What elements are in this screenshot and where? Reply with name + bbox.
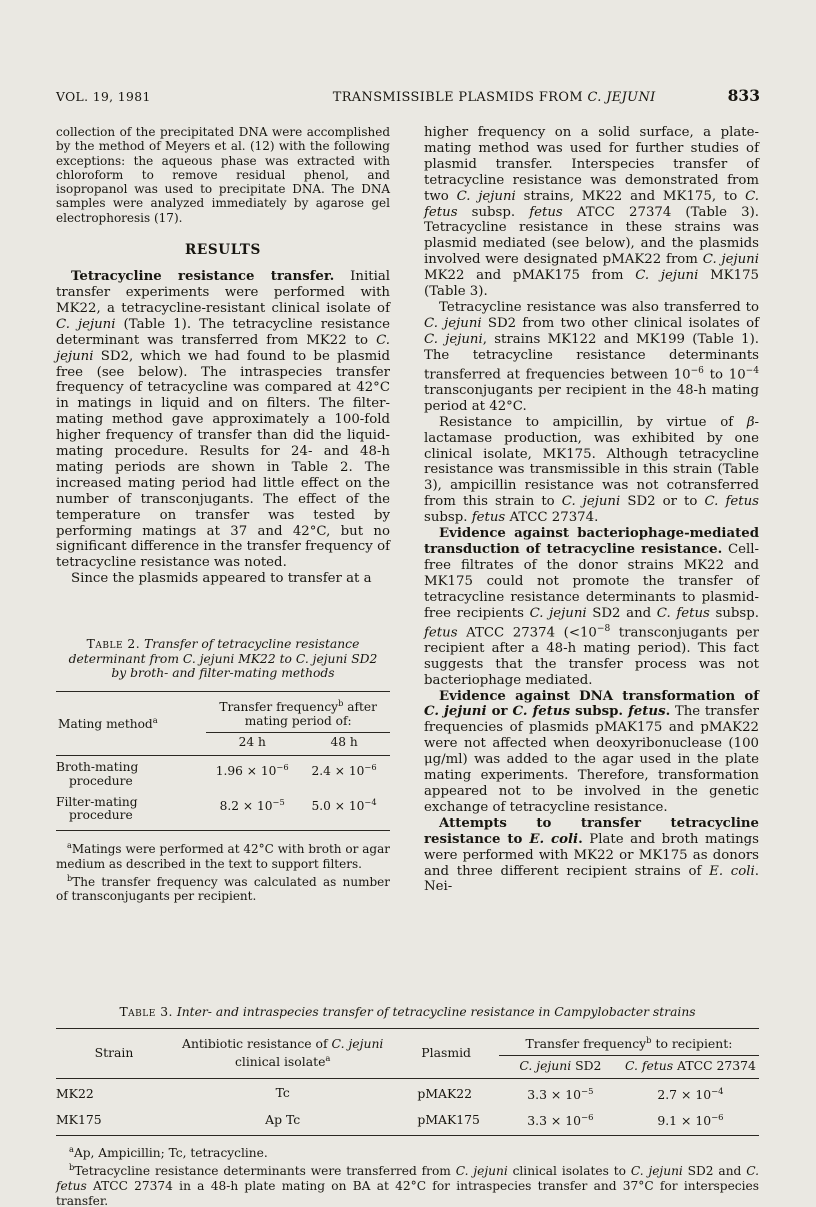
table3-header-row-1 <box>56 1028 759 1055</box>
ampicillin-paragraph: Resistance to ampicillin, by virtue of β-lactamase production, was exhibited by one clinical isolate, MK175. Although tetracycline resistance was transmissible in this strain (Table 3), ampicillin resistance was not cotransferred from this strain to C. jejuni SD2 or to C. fetus subsp. fetus ATCC 27374. <box>424 414 759 526</box>
table3-header-strain: Strain <box>56 1028 172 1079</box>
volume-issue: VOL. 19, 1981 <box>56 90 151 104</box>
two-column-body <box>0 105 816 979</box>
methods-continuation-paragraph: collection of the precipitated DNA were accomplished by the method of Meyers et al. (12) with the following exceptions: the aqueous phase was extracted with chloroform to remove residual phenol, and isopropanol was used to precipitate DNA. The DNA samples were analyzed immediately by agarose gel electrophoresis (17). <box>56 125 390 225</box>
table3-cell-freq-fetus: $2.7 \times 10^{-4}$ <box>657 1086 724 1103</box>
table3-cell-strain: MK175 <box>56 1105 172 1135</box>
table3-header-recipient-fetus: C. fetus ATCC 27374 <box>622 1055 759 1078</box>
table3-caption <box>56 1005 759 1020</box>
dnase-evidence-paragraph: Evidence against DNA transformation of C. jejuni or C. fetus subsp. fetus. The transfer frequencies of plasmids pMAK175 and pMAK22 were not affected when deoxyribonuclease (100 μg/ml) was added to the agar used in the plate mating experiments. Therefore, transformation appeared not to be involved in the genetic exchange of tetracycline resistance. <box>424 688 759 815</box>
table3-row-mk22 <box>56 1079 759 1106</box>
table2-header-24h: 24 h <box>206 732 298 755</box>
table2-cell-24h: $8.2 \times 10^{-5}$ <box>206 791 298 831</box>
table2-cell-48h: $5.0 \times 10^{-4}$ <box>298 791 390 831</box>
table3-cell-antibiotic: Ap Tc <box>172 1105 393 1135</box>
table2-footnotes <box>56 838 390 903</box>
since-plasmids-paragraph: Since the plasmids appeared to transfer at a <box>71 571 372 587</box>
page-number: 833 <box>727 86 760 105</box>
page-header <box>0 0 816 105</box>
ecoli-attempts-paragraph: Attempts to transfer tetracycline resistance to E. coli. Plate and broth matings were performed with MK22 or MK175 as donors and three different recipient strains of E. coli. Nei- <box>424 815 760 895</box>
table2-footnote-a: $^a$Matings were performed at 42°C with broth or agar medium as described in the text to support filters. <box>56 840 390 871</box>
table2-cell-24h: $1.96 \times 10^{-6}$ <box>215 761 289 778</box>
table3-header-antibiotic: Antibiotic resistance of C. jejuni clinical isolate$^a$ <box>172 1028 393 1079</box>
table2-label: Table 2. <box>86 637 141 652</box>
table2-block <box>56 637 390 903</box>
table2-cell-method: Filter-mating procedure <box>56 791 206 831</box>
table3-header-plasmid: Plasmid <box>393 1028 498 1079</box>
table3-row-mk175 <box>56 1105 759 1135</box>
table3 <box>56 1028 759 1136</box>
table3-caption-text: Inter- and intraspecies transfer of tetracycline resistance in Campylobacter strains <box>176 1005 696 1019</box>
table2-caption <box>56 637 390 681</box>
table3-header-group: Transfer frequency$^b$ to recipient: <box>499 1028 759 1055</box>
table3-label: Table 3. <box>119 1005 173 1019</box>
plate-mating-paragraph: higher frequency on a solid surface, a plate-mating method was used for further studies of plasmid transfer. Interspecies transfer of tetracycline resistance was demonstrated from two C. jejuni strains, MK22 and MK175, to C. fetus subsp. fetus ATCC 27374 (Table 3). Tetracycline resistance in these strains was plasmid mediated (see below), and the plasmids involved were designated pMAK22 from C. jejuni MK22 and pMAK175 from C. jejuni MK175 (Table 3). <box>424 125 759 300</box>
table3-footnote-a: $^a$Ap, Ampicillin; Tc, tetracycline. <box>69 1143 268 1160</box>
table3-cell-freq-sd2: $3.3 \times 10^{-5}$ <box>527 1086 594 1103</box>
results-heading: RESULTS <box>185 242 261 259</box>
table2-caption-text: Transfer of tetracycline resistance determinant from C. jejuni MK22 to C. jejuni SD2 by broth- and filter-mating methods <box>68 637 378 681</box>
table3-cell-strain: MK22 <box>56 1085 94 1101</box>
table2-header-48h: 48 h <box>298 732 390 755</box>
table2-footnote-b: $^b$The transfer frequency was calculated as number of transconjugants per recipient. <box>56 872 390 904</box>
table2-header-method: Mating method$^a$ <box>56 691 206 755</box>
table3-cell-plasmid: pMAK22 <box>417 1085 473 1101</box>
table2-header-row-1 <box>56 691 390 732</box>
table2-cell-method: Broth-mating procedure <box>56 759 139 788</box>
table2-header-group: Transfer frequency$^b$ after mating period of: <box>206 691 390 732</box>
table2-row-broth <box>56 755 390 790</box>
table2 <box>56 691 390 831</box>
tetracycline-transfer-paragraph: Tetracycline resistance transfer. Initial transfer experiments were performed with MK22, a tetracycline-resistant clinical isolate of C. jejuni (Table 1). The tetracycline resistance determinant was transferred from MK22 to C. jejuni SD2, which we had found to be plasmid free (see below). The intraspecies transfer frequency of tetracycline was compared at 42°C in matings in liquid and on filters. The filter-mating method gave approximately a 100-fold higher frequency of transfer than did the liquid-mating procedure. Results for 24- and 48-h mating periods are shown in Table 2. The increased mating period had little effect on the number of transconjugants. The effect of the temperature on transfer was tested by performing matings at 37 and 42°C, but no significant difference in the transfer frequency of tetracycline resistance was noted. <box>56 269 390 571</box>
running-title: TRANSMISSIBLE PLASMIDS FROM C. JEJUNI <box>332 90 656 105</box>
table3-cell-freq-sd2: $3.3 \times 10^{-6}$ <box>499 1105 622 1135</box>
table3-header-recipient-sd2: C. jejuni SD2 <box>499 1055 622 1078</box>
table3-cell-plasmid: pMAK175 <box>393 1105 498 1135</box>
table2-row-filter <box>56 791 390 831</box>
table3-cell-antibiotic: Tc <box>275 1085 290 1101</box>
phage-evidence-paragraph: Evidence against bacteriophage-mediated transduction of tetracycline resistance. Cell-free filtrates of the donor strains MK22 and MK175 could not promote the transfer of tetracycline resistance determinants to plasmid-free recipients C. jejuni SD2 and C. fetus subsp. fetus ATCC 27374 ($<10^{-8}$ transconjugants per recipient after a 48-h mating period). This fact suggests that the transfer process was not bacteriophage mediated. <box>424 526 759 688</box>
also-transferred-paragraph: Tetracycline resistance was also transferred to C. jejuni SD2 from two other clinical isolates of C. jejuni, strains MK122 and MK199 (Table 1). The tetracycline resistance determinants transferred at frequencies between $10^{-6}$ to $10^{-4}$ transconjugants per recipient in the 48-h mating period at 42°C. <box>424 299 759 414</box>
left-column <box>56 125 390 979</box>
table3-section <box>0 979 816 1207</box>
table3-footnotes <box>56 1142 759 1207</box>
table3-cell-freq-fetus: $9.1 \times 10^{-6}$ <box>622 1105 759 1135</box>
right-column <box>424 125 759 979</box>
table3-footnote-b: $^b$Tetracycline resistance determinants were transferred from C. jejuni clinical isolates to C. jejuni SD2 and C. fetus ATCC 27374 in a 48-h plate mating on BA at 42°C for intraspecies transfer and 37°C for interspecies transfer. <box>56 1162 759 1207</box>
table2-cell-48h: $2.4 \times 10^{-6}$ <box>311 761 377 778</box>
